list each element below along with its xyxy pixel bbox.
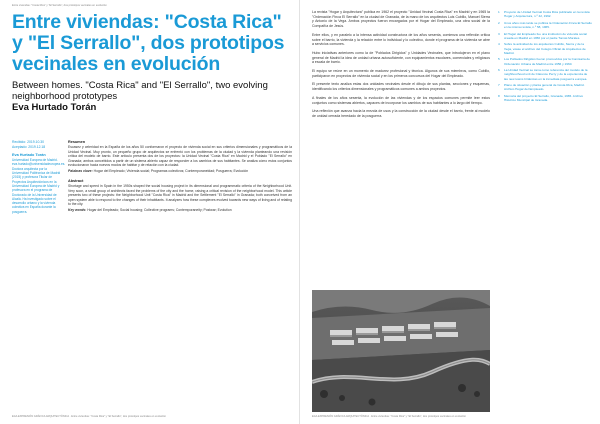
- aerial-photo-image: [312, 290, 490, 412]
- body-paragraph: A finales de los años sesenta, la evolución de las viviendas y de los espacios comunes permite leer estos conjuntos como sistemas abiertos, capaces de incorporar los cambios de sus habitantes a lo largo del tiempo.: [312, 95, 490, 105]
- article-author: Eva Hurtado Torán: [12, 102, 97, 113]
- body-paragraph: Entre ellos, y en paralelo a la intensa actividad constructora de los años sesenta, comienza una reflexión crítica sobre el barrio, la vivienda y la relación entre lo individual y lo colectivo, donde el programa de la vivienda se abre a servicios comunes.: [312, 32, 490, 47]
- body-paragraph: El equipo se reúne en un momento de madurez profesional y técnica. Algunos de sus miembros, como Cubillo, participaron en proyectos de vivienda social y en los primeros concursos del Hogar del Empleado.: [312, 69, 490, 78]
- abstract-es-heading: Resumen: [68, 140, 86, 144]
- footnote: 7 Plano de situación y planta general de Costa Rica, Madrid. Archivo Hogar del Empleado.: [498, 83, 585, 92]
- footnote: 3 El Hogar del Empleado fue una institución de vivienda social creada en Madrid en 1950 por el padre Tomás Morales.: [498, 31, 587, 40]
- keywords-en: [68, 208, 292, 213]
- keywords-es-values: Hogar del Empleado; Vivienda social; Programas colectivos; Contemporaneidad; Posguerra; Evolución: [93, 168, 249, 173]
- keywords-en-label: Key words:: [68, 207, 87, 212]
- abstract-column: [68, 140, 292, 212]
- accepted-date: Aceptado: 2019.12.18: [12, 144, 46, 149]
- body-paragraph: La revista "Hogar y Arquitectura" publica en 1962 el proyecto "Unidad Vecinal Costa Rica" en Madrid y en 1965 la "Ordenación Finca El Serrallo" en la ciudad de Granada, de la mano de los arquitectos Luis Cubillo, Manuel Sierra y Antonio de la Vega. Ambos proyectos fueron encargados por el Hogar del Empleado, una obra social de la Compañía de Jesús.: [312, 10, 490, 29]
- keywords-es-label: Palabras clave:: [68, 168, 93, 173]
- keywords-en-values: Hogar del Empleado; Social housing; Collective programs; Contemporaneity; Postwar; Evolution: [87, 207, 232, 212]
- aerial-photo-figure: [312, 290, 490, 412]
- body-paragraph: Una reflexión que avanza hacia la mezcla de usos y la construcción de la ciudad desde el barrio, frente al modelo de unidad cerrada heredado de la posguerra.: [312, 109, 490, 118]
- right-page: [300, 0, 600, 424]
- article-title: Entre viviendas: "Costa Rica" y "El Serrallo", dos prototipos vecinales en evolución: [12, 11, 285, 75]
- article-subtitle: Between homes. "Costa Rica" and "El Serrallo", two evolving neighborhood prototypes: [12, 80, 268, 102]
- body-column: [312, 10, 490, 123]
- footnote: 1 Proyecto de Unidad Vecinal Costa Rica publicado en la revista Hogar y Arquitectura, n.º 42, 1962.: [498, 10, 590, 19]
- meta-author-name: Eva Hurtado Torán: [12, 153, 46, 158]
- running-head: Entre viviendas: "Costa Rica" y "El Serrallo", dos prototipos vecinales en evolución: [12, 4, 107, 7]
- footnote: 5 Los Poblados Dirigidos fueron promovidos por la Comisaría de Ordenación Urbana de Madrid entre 1956 y 1960.: [498, 57, 590, 66]
- author-bio: Universidad Europea de Madrid. eva.hurtado@universidadeuropea.es. Doctora arquitecta por la Universidad Politécnica de Madrid (2015) y profesora Titular de Proyectos Arquitectónicos en la Universidad Europea de Madrid y profesora en el programa de Doctorado de la Universidad de Alcalá. Ha investigado sobre el desarrollo urbano y la vivienda colectiva en España durante la posguerra.: [12, 158, 66, 214]
- title-block: [12, 12, 292, 113]
- footnote: 8 Memoria del proyecto El Serrallo, Granada, 1965. Archivo Histórico Municipal de Granada.: [498, 93, 584, 103]
- footnote: 2 Unos años más tarde se publica la Ordenación Finca El Serrallo en la misma revista, n.º 58, 1965.: [498, 20, 592, 29]
- right-footer: EGA EXPRESIÓN GRÁFICA ARQUITECTÓNICA · Entre viviendas: "Costa Rica" y "El Serrallo", dos prototipos vecinales en evolución: [312, 415, 467, 418]
- footnote: 6 La Unidad Vecinal se toma como referencia del modelo de la neighbourhood unit de Clarence Perry y de la experiencia de las new towns británicas en la inmediata posguerra europea.: [498, 68, 588, 81]
- metadata-column: [12, 140, 66, 214]
- footnote: 4 Sobre la actividad de los arquitectos Cubillo, Sierra y de la Vega, véase el archivo del Colegio Oficial de Arquitectos de Madrid.: [498, 42, 586, 55]
- received-date: Recibido: 2019.10.30: [12, 140, 45, 144]
- abstract-en-text: Shortage and speed in Spain in the 1950s shaped the social housing project in its dimensional and programmatic criteria of the Neighborhood Unit. Very soon, a small group of architects faced the problems of the city and the home, raising a critical revision of the neighborhood model. This article presents two of these projects: the Neighborhood Unit "Costa Rica" in Madrid and the Settlement "El Serrallo" in Granada; both conceived from an open system able to respond to the changes of their inhabitants. It analyzes how these complexes evolved towards new ways of living and of relating to the city.: [68, 184, 292, 206]
- abstract-es-text: Escasez y celeridad en la España de los años 50 conformaron el proyecto de vivienda social en sus criterios dimensionales y programáticos de la Unidad Vecinal. Muy pronto, un pequeño grupo de arquitectos se enfrentó con los problemas de la ciudad y la vivienda planteando una revisión crítica del modelo de barrio. Este artículo presenta dos de los proyectos: la Unidad Vecinal "Costa Rica" en Madrid y el Poblado "El Serrallo" en Granada; ambos concebidos a partir de un sistema abierto capaz de responder a los cambios de sus habitantes. Se analiza cómo estos conjuntos evolucionaron hacia nuevos modos de habitar y de relación con la ciudad.: [68, 145, 292, 167]
- left-footer: EGA EXPRESIÓN GRÁFICA ARQUITECTÓNICA · Entre viviendas: "Costa Rica" y "El Serrallo", dos prototipos vecinales en evolución: [12, 415, 167, 418]
- body-paragraph: El presente texto analiza estas dos unidades vecinales desde el dibujo de sus plantas, secciones y esquemas, identificando los criterios dimensionales y programáticos comunes a ambos proyectos.: [312, 82, 490, 92]
- notes-column: [498, 10, 592, 105]
- body-paragraph: Hubo iniciativas anteriores como la de "Poblados Dirigidos" y Unidades Vecinales, que introdujeron en el plano general de Madrid la idea de unidad urbana autosuficiente, con equipamientos escolares, comerciales y religiosos a escala de barrio.: [312, 50, 490, 65]
- abstract-en-heading: Abstract: [68, 179, 84, 183]
